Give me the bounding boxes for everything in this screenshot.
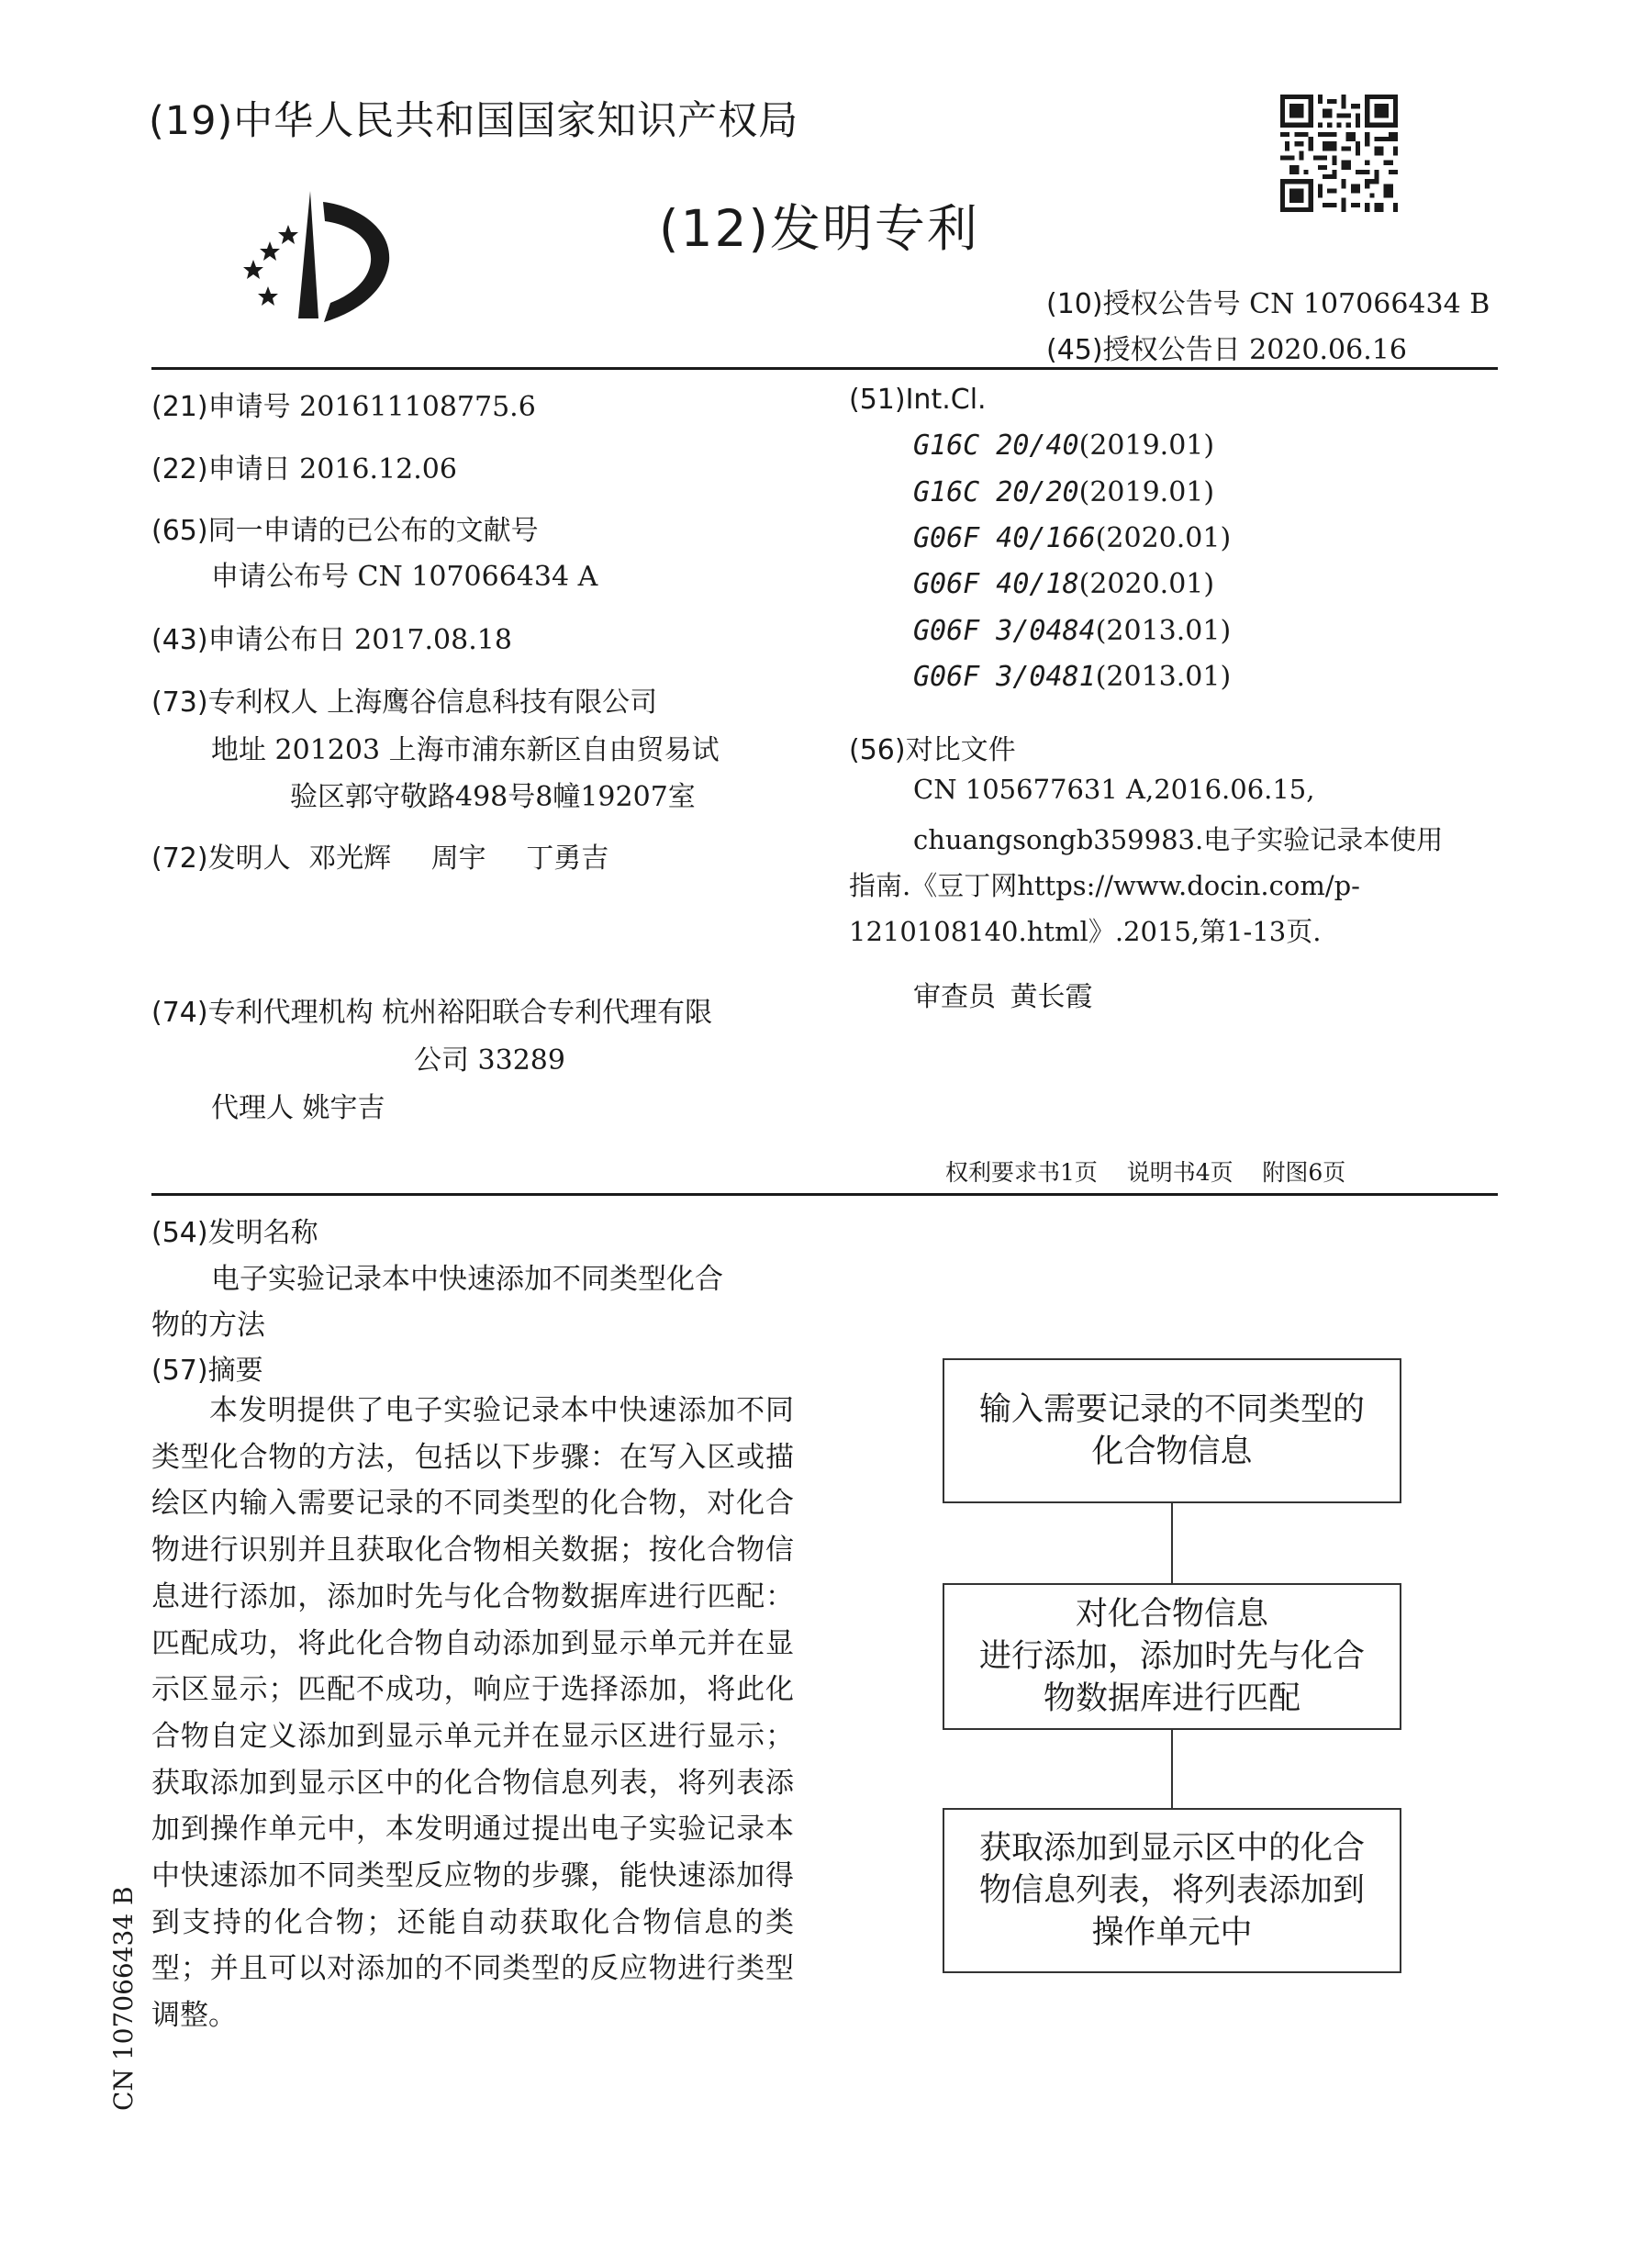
address-line1: 201203 上海市浦东新区自由贸易试 <box>274 734 720 766</box>
ipc-row <box>913 615 1231 647</box>
patentee: 上海鹰谷信息科技有限公司 <box>327 686 658 719</box>
refs-label: (56)对比文件 <box>849 734 1016 766</box>
address-label: 地址 <box>211 734 266 766</box>
qr-code <box>1280 95 1398 212</box>
pub-no-row <box>211 553 597 594</box>
inventors-label: (72)发明人 <box>151 842 291 875</box>
invention-title-line2: 物的方法 <box>151 1309 265 1342</box>
app-date-label: (22)申请日 <box>151 453 291 485</box>
flowchart-step-2 <box>943 1583 1401 1730</box>
examiner: 黄长霞 <box>1010 981 1093 1013</box>
grant-pub-no-row <box>1046 281 1490 321</box>
ipc-row <box>913 522 1231 554</box>
examiner-row <box>913 974 1093 1014</box>
agent: 姚宇吉 <box>302 1092 385 1124</box>
ipc-code: G06F 40/18 <box>913 568 1079 600</box>
ipc-row <box>913 430 1214 462</box>
agency-line2: 公司 33289 <box>414 1044 565 1077</box>
intcl-label: (51)Int.Cl. <box>849 384 987 416</box>
ipc-row <box>913 476 1214 508</box>
ipc-code: G06F 40/166 <box>913 522 1096 554</box>
address-line2: 验区郭守敬路498号8幢19207室 <box>290 781 696 813</box>
side-document-number: CN 107066434 B <box>108 1886 139 2111</box>
ipc-code: G16C 20/40 <box>913 430 1079 462</box>
abstract-label: (57)摘要 <box>151 1355 263 1387</box>
invention-title-line1: 电子实验记录本中快速添加不同类型化合 <box>211 1263 723 1296</box>
ref-line: 1210108140.html》.2015,第1-13页. <box>849 916 1322 947</box>
grant-pub-no-label: (10)授权公告号 <box>1046 288 1241 320</box>
title-label: (54)发明名称 <box>151 1217 318 1249</box>
pub-no-label: 申请公布号 <box>211 561 349 593</box>
ipc-row <box>913 661 1231 693</box>
agent-row <box>211 1085 385 1125</box>
prior-pub-label: (65)同一申请的已公布的文献号 <box>151 515 539 547</box>
ref-line: chuangsongb359983.电子实验记录本使用 <box>913 824 1444 855</box>
pub-date: 2017.08.18 <box>354 624 512 656</box>
flowchart-step-3-text: 获取添加到显示区中的化合 物信息列表，将列表添加到 操作单元中 <box>978 1830 1365 1951</box>
pub-date-label: (43)申请公布日 <box>151 624 346 656</box>
ipc-code: G16C 20/20 <box>913 476 1079 508</box>
inventor-2: 周宇 <box>430 842 486 875</box>
patentee-label: (73)专利权人 <box>151 686 318 719</box>
app-date-row <box>151 446 457 486</box>
agency-line1: 杭州裕阳联合专利代理有限 <box>382 997 713 1029</box>
flowchart-step-3 <box>943 1808 1401 1973</box>
ipc-code: G06F 3/0484 <box>913 615 1096 647</box>
inventor-1: 邓光辉 <box>308 842 392 875</box>
app-no: 201611108775.6 <box>299 391 536 423</box>
flowchart-step-1 <box>943 1358 1401 1503</box>
app-date: 2016.12.06 <box>299 453 457 485</box>
pub-no: CN 107066434 A <box>357 561 598 593</box>
ipc-code: G06F 3/0481 <box>913 661 1096 693</box>
grant-date-label: (45)授权公告日 <box>1046 334 1241 366</box>
biblio-divider <box>151 1193 1498 1196</box>
address-row <box>211 727 720 767</box>
grant-date: 2020.06.16 <box>1249 334 1407 366</box>
flowchart-step-1-text: 输入需要记录的不同类型的 化合物信息 <box>978 1391 1365 1470</box>
document-type: (12)发明专利 <box>659 199 979 258</box>
header-divider <box>151 367 1498 370</box>
flowchart-connector <box>1171 1503 1173 1583</box>
ref-line: CN 105677631 A,2016.06.15, <box>913 774 1315 805</box>
app-no-label: (21)申请号 <box>151 391 291 423</box>
ipc-version: (2013.01) <box>1095 661 1232 693</box>
ipc-version: (2019.01) <box>1078 476 1215 508</box>
agency-label: (74)专利代理机构 <box>151 997 374 1029</box>
agency-row <box>151 989 712 1030</box>
grant-date-row <box>1046 327 1407 367</box>
ipc-version: (2020.01) <box>1095 522 1232 554</box>
abstract-text: 本发明提供了电子实验记录本中快速添加不同类型化合物的方法，包括以下步骤：在写入区或描绘区内输入需要记录的不同类型的化合物，对化合物进行识别并且获取化合物相关数据；按化合物信息进行添加，添加时先与化合物数据库进行匹配：匹配成功，将此化合物自动添加到显示单元并在显示区显示；匹配不成功，响应于选择添加，将此化合物自定义添加到显示单元并在显示区进行显示；获取添加到显示区中的化合物信息列表，将列表添加到操作单元中，本发明通过提出电子实验记录本中快速添加不同类型反应物的步骤，能快速添加得到支持的化合物；还能自动获取化合物信息的类型；并且可以对添加的不同类型的反应物进行类型调整。 <box>151 1394 794 2033</box>
page-counts: 权利要求书1页 说明书4页 附图6页 <box>945 1159 1346 1186</box>
pub-date-row <box>151 617 512 657</box>
ipc-version: (2020.01) <box>1078 568 1215 600</box>
patentee-row <box>151 679 657 720</box>
ipc-row <box>913 568 1214 600</box>
flowchart-step-2-text: 对化合物信息 进行添加，添加时先与化合 物数据库进行匹配 <box>978 1596 1365 1717</box>
grant-pub-no: CN 107066434 B <box>1249 288 1490 320</box>
app-no-row <box>151 384 536 424</box>
flowchart-connector <box>1171 1730 1173 1808</box>
inventors-row <box>151 835 608 876</box>
issuing-office: (19)中华人民共和国国家知识产权局 <box>149 98 799 144</box>
ref-line: 指南.《豆丁网https://www.docin.com/p- <box>849 870 1360 901</box>
inventor-3: 丁勇吉 <box>526 842 609 875</box>
ipc-version: (2019.01) <box>1078 430 1215 462</box>
ipc-version: (2013.01) <box>1095 615 1232 647</box>
agent-label: 代理人 <box>211 1092 294 1124</box>
cnipa-emblem-logo <box>231 188 398 326</box>
examiner-label: 审查员 <box>913 981 996 1013</box>
